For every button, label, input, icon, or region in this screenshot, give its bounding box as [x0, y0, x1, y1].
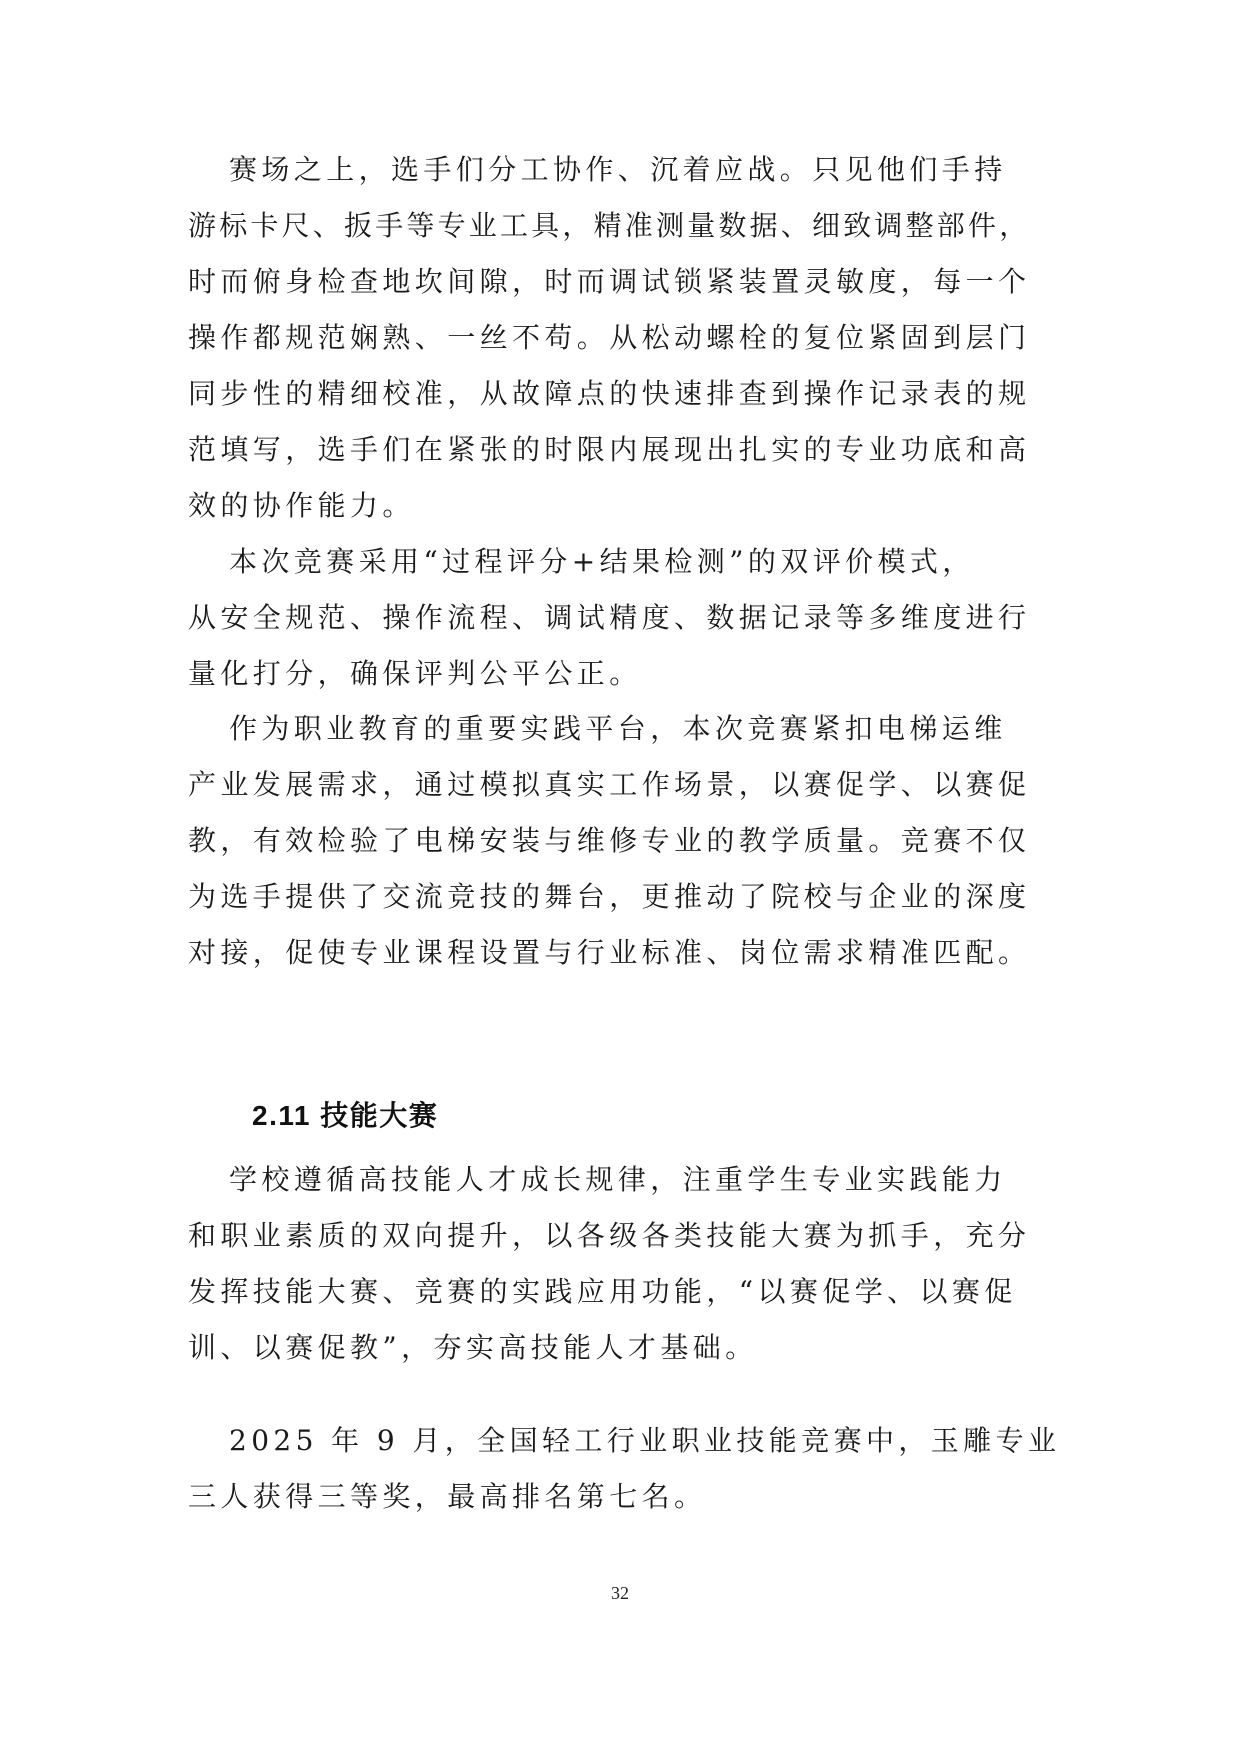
text-line: 从安全规范、操作流程、调试精度、数据记录等多维度进行 [188, 601, 1031, 634]
text-line: 范填写，选手们在紧张的时限内展现出扎实的专业功底和高 [188, 433, 1031, 466]
text-line: 三人获得三等奖，最高排名第七名。 [188, 1480, 707, 1513]
text-line: 学校遵循高技能人才成长规律，注重学生专业实践能力 [229, 1163, 1007, 1196]
text-line: 产业发展需求，通过模拟真实工作场景，以赛促学、以赛促 [188, 768, 1031, 801]
text-line: 本次竞赛采用“过程评分+结果检测”的双评价模式， [229, 545, 975, 578]
paragraph-competition-scene [188, 142, 1054, 534]
text-line: 为选手提供了交流竞技的舞台，更推动了院校与企业的深度 [188, 880, 1031, 913]
paragraph-award-result [188, 1413, 1061, 1525]
text-line: 操作都规范娴熟、一丝不苟。从松动螺栓的复位紧固到层门 [188, 321, 1031, 354]
text-line: 对接，促使专业课程设置与行业标准、岗位需求精准匹配。 [188, 936, 1031, 969]
text-line: 量化打分，确保评判公平公正。 [188, 657, 642, 690]
paragraph-vocational-platform [188, 701, 1054, 981]
text-line: 作为职业教育的重要实践平台，本次竞赛紧扣电梯运维 [229, 712, 1007, 745]
paragraph-evaluation-mode [188, 534, 1054, 702]
text-line: 赛场之上，选手们分工协作、沉着应战。只见他们手持 [229, 153, 1007, 186]
text-line: 游标卡尺、扳手等专业工具，精准测量数据、细致调整部件， [188, 209, 1031, 242]
text-line: 发挥技能大赛、竞赛的实践应用功能，“以赛促学、以赛促 [188, 1275, 1017, 1308]
text-line: 效的协作能力。 [188, 489, 415, 522]
text-line: 和职业素质的双向提升，以各级各类技能大赛为抓手，充分 [188, 1219, 1031, 1252]
text-line: 教，有效检验了电梯安装与维修专业的教学质量。竞赛不仅 [188, 824, 1031, 857]
paragraph-skills-strategy [188, 1152, 1054, 1376]
page-number: 32 [611, 1583, 629, 1603]
text-line: 训、以赛促教”，夯实高技能人才基础。 [188, 1331, 758, 1364]
text-line: 时而俯身检查地坎间隙，时而调试锁紧装置灵敏度，每一个 [188, 265, 1031, 298]
section-heading: 2.11 技能大赛 [252, 1100, 439, 1131]
text-line: 2025 年 9 月，全国轻工行业职业技能竞赛中，玉雕专业 [229, 1424, 1061, 1457]
text-line: 同步性的精细校准，从故障点的快速排查到操作记录表的规 [188, 377, 1031, 410]
